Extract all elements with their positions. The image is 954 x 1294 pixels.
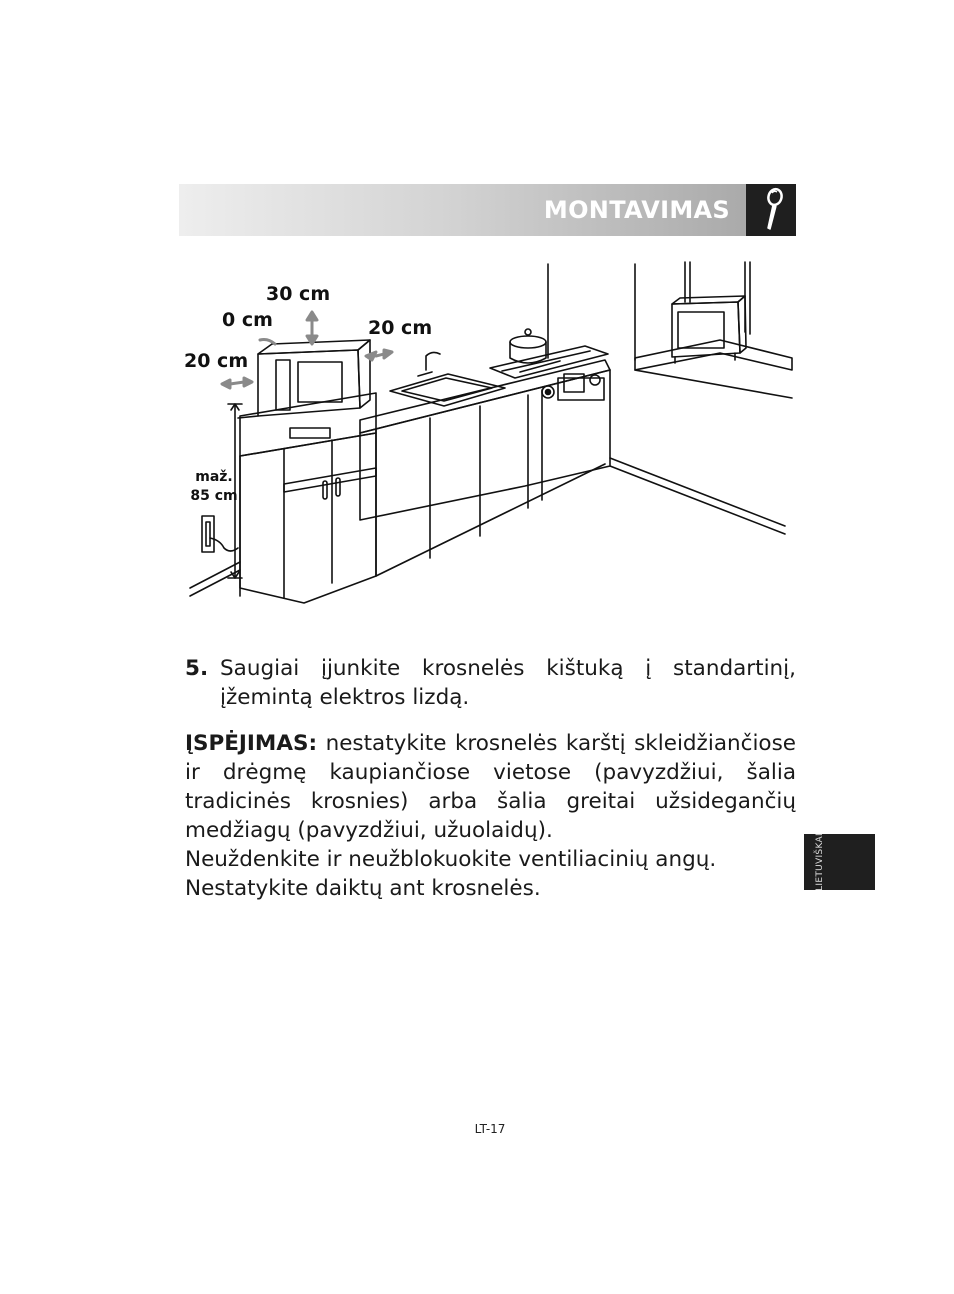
warning-block xyxy=(185,729,796,903)
warning-text: nestatykite krosnelės karštį skleidžiančiose ir drėgmę kaupiančiose vietose (pavyzdžiui, šalia tradicinės krosnies) arba šalia greitai užsidegančių medžiagų (pavyzdžiui, užuolaidų). xyxy=(185,731,796,843)
label-right-clearance: 20 cm xyxy=(368,317,433,339)
installation-illustration xyxy=(180,258,800,613)
label-back-clearance: 0 cm xyxy=(222,309,273,331)
warning-line-objects: Nestatykite daiktų ant krosnelės. xyxy=(185,876,541,901)
section-title: MONTAVIMAS xyxy=(543,196,730,224)
page-number: LT-17 xyxy=(474,1122,506,1136)
warning-line-ventilation: Neuždenkite ir neužblokuokite ventiliacinių angų. xyxy=(185,847,717,872)
language-tab xyxy=(804,834,875,890)
kitchen-line-drawing xyxy=(180,258,800,608)
pin-icon xyxy=(746,184,796,236)
header-icon-box xyxy=(746,184,796,236)
label-left-clearance: 20 cm xyxy=(184,350,249,372)
language-tab-label: LIETUVIŠKAI xyxy=(815,833,825,891)
label-top-clearance: 30 cm xyxy=(266,283,331,305)
label-min-height-line1: maž. xyxy=(195,469,233,485)
label-min-height xyxy=(184,468,244,506)
section-header xyxy=(179,184,796,236)
step-number: 5. xyxy=(185,656,209,681)
warning-label: ĮSPĖJIMAS: xyxy=(185,731,318,756)
step-text: Saugiai įjunkite krosnelės kištuką į standartinį, įžemintą elektros lizdą. xyxy=(220,656,796,710)
label-min-height-line2: 85 cm xyxy=(190,488,238,504)
step-5 xyxy=(185,654,796,712)
